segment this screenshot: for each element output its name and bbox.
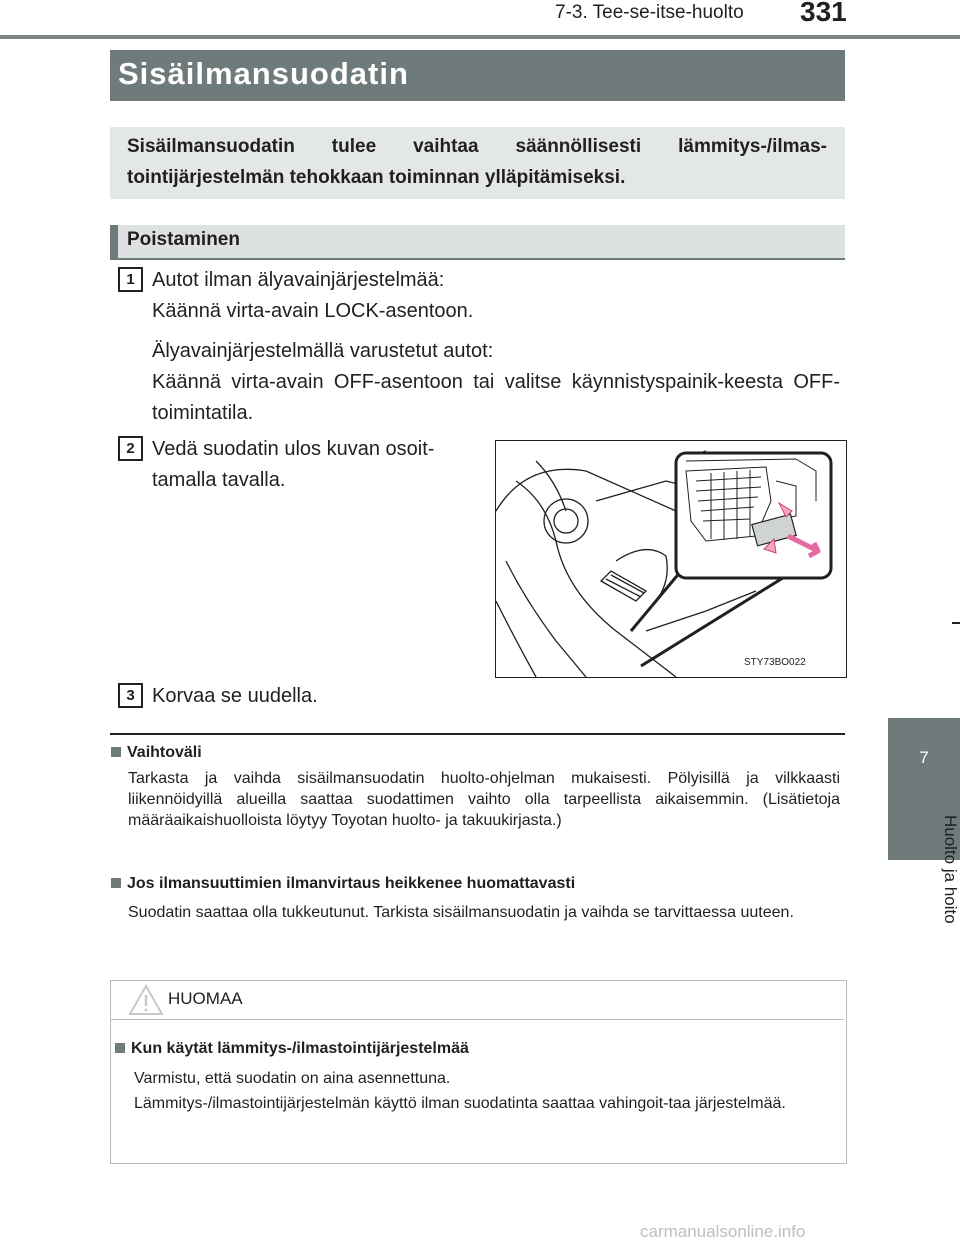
step-1-text (152, 265, 840, 429)
section-divider (110, 733, 845, 735)
caution-line-1: Varmistu, että suodatin on aina asennettuna. (134, 1070, 451, 1087)
chapter-label: Huolto ja hoito (941, 815, 960, 924)
step-3-number: 3 (118, 683, 143, 708)
figure-code: STY73BO022 (744, 657, 806, 668)
step-2-number: 2 (118, 436, 143, 461)
chapter-number: 7 (919, 748, 929, 767)
header-rule (0, 35, 960, 39)
caution-label: HUOMAA (168, 989, 243, 1008)
caution-line-2: Lämmitys-/ilmastointijärjestelmän käyttö ilman suodatinta saattaa vahingoit-taa järjestelmää. (134, 1095, 786, 1112)
caution-heading (115, 1040, 469, 1058)
step-1-line: Älyavainjärjestelmällä varustetut autot: (152, 340, 494, 362)
margin-mark (952, 622, 960, 624)
watermark: carmanualsonline.info (640, 1222, 806, 1241)
subsection-marker (110, 225, 118, 260)
note-1-body: Tarkasta ja vaihda sisäilmansuodatin huolto-ohjelman mukaisesti. Pölyisillä ja vilkkaasti liikennöidyillä alueilla saattaa suodattimen vaihto olla tarpeellista aikaisemmin. (Lisätietoja määräaikaishuolloista löytyy Toyotan huolto- ja takuukirjasta.) (128, 770, 840, 829)
note-2-heading (111, 875, 575, 893)
note-2-body: Suodatin saattaa olla tukkeutunut. Tarkista sisäilmansuodatin ja vaihda se tarvittaessa uuteen. (128, 904, 794, 921)
square-bullet-icon (115, 1043, 125, 1053)
intro-text: Sisäilmansuodatin tulee vaihtaa säännöllisesti lämmitys-/ilmas-tointijärjestelmän tehokkaan toiminnan ylläpitämiseksi. (127, 136, 827, 188)
filter-removal-drawing (496, 441, 846, 677)
step-3-text: Korvaa se uudella. (152, 685, 318, 707)
square-bullet-icon (111, 878, 121, 888)
dashboard-illustration (495, 440, 847, 678)
caution-heading-text: Kun käytät lämmitys-/ilmastointijärjestelmää (131, 1040, 469, 1057)
subsection-title: Poistaminen (127, 229, 240, 250)
page-title: Sisäilmansuodatin (118, 56, 409, 91)
note-1-heading (111, 744, 202, 762)
step-1-line: Käännä virta-avain LOCK-asentoon. (152, 300, 474, 322)
square-bullet-icon (111, 747, 121, 757)
warning-triangle-icon (128, 984, 164, 1021)
caution-rule (111, 1019, 844, 1020)
step-1-line: Käännä virta-avain OFF-asentoon tai valitse käynnistyspainik-keesta OFF-toimintatila. (152, 371, 840, 424)
note-1-heading-text: Vaihtoväli (127, 744, 202, 761)
page-number: 331 (800, 0, 847, 27)
step-2-text: Vedä suodatin ulos kuvan osoit-tamalla tavalla. (152, 438, 435, 491)
note-2-heading-text: Jos ilmansuuttimien ilmanvirtaus heikkenee huomattavasti (127, 875, 576, 892)
section-header: 7-3. Tee-se-itse-huolto (555, 2, 744, 23)
step-1-line: Autot ilman älyavainjärjestelmää: (152, 269, 445, 291)
step-1-number: 1 (118, 267, 143, 292)
